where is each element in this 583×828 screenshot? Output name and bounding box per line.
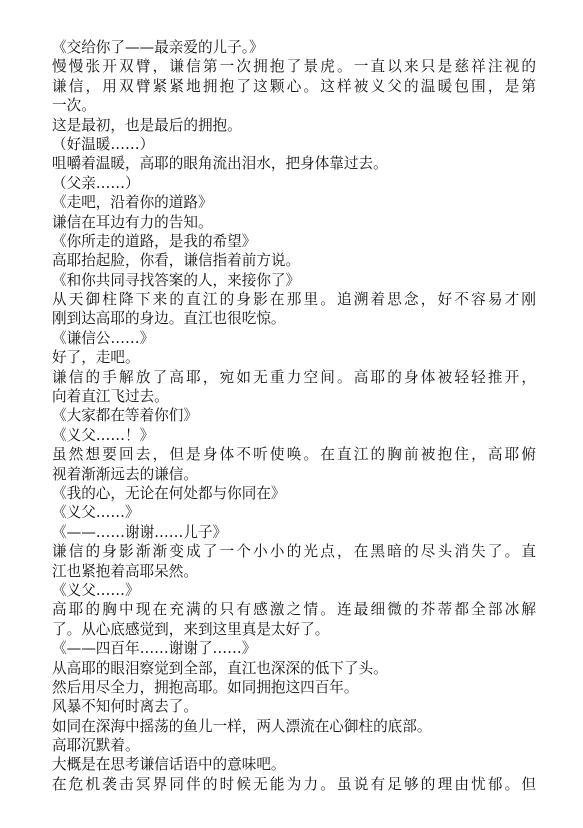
text-line: 然后用尽全力，拥抱高耶。如同拥抱这四百年。	[52, 678, 359, 696]
text-line: 《——……谢谢……儿子》	[52, 523, 228, 541]
text-line: 虽然想要回去，但是身体不听使唤。在直江的胸前被抱住，高耶俯	[52, 446, 536, 464]
text-line: 一次。	[52, 97, 96, 115]
text-line: 从天御柱降下来的直江的身影在那里。追溯着思念，好不容易才刚	[52, 291, 536, 309]
text-line: 高耶抬起脸，你看，谦信指着前方说。	[52, 252, 301, 270]
text-line: 了。从心底感觉到，来到这里真是太好了。	[52, 620, 330, 638]
text-line: 向着直江飞过去。	[52, 388, 169, 406]
text-line: （父亲……）	[52, 174, 140, 192]
text-line: 谦信的身影渐渐变成了一个小小的光点，在黑暗的尽头消失了。直	[52, 543, 536, 561]
text-line: 《义父……》	[52, 504, 140, 522]
text-line: 在危机袭击冥界同伴的时候无能为力。虽说有足够的理由忧郁。但	[52, 775, 536, 793]
text-line: 《义父……》	[52, 581, 140, 599]
text-line: 咀嚼着温暖，高耶的眼角流出泪水，把身体靠过去。	[52, 155, 388, 173]
text-line: 谦信，用双臂紧紧地拥抱了这颗心。这样被义父的温暖包围，是第	[52, 77, 536, 95]
text-line: 风暴不知何时离去了。	[52, 698, 198, 716]
text-line: 《走吧，沿着你的道路》	[52, 194, 213, 212]
text-line: 如同在深海中摇荡的鱼儿一样，两人漂流在心御柱的底部。	[52, 717, 432, 735]
text-line: 《和你共同寻找答案的人，来接你了》	[52, 271, 301, 289]
text-line: 刚到达高耶的身边。直江也很吃惊。	[52, 310, 286, 328]
text-line: 大概是在思考谦信话语中的意味吧。	[52, 756, 286, 774]
text-line: 视着渐渐远去的谦信。	[52, 465, 198, 483]
text-line: 《义父……！》	[52, 426, 155, 444]
text-line: 高耶沉默着。	[52, 737, 140, 755]
text-line: 《大家都在等着你们》	[52, 407, 198, 425]
text-line: 《谦信公……》	[52, 329, 155, 347]
text-line: 《交给你了——最亲爱的儿子。》	[52, 39, 264, 56]
text-line: 《——四百年……谢谢了……》	[52, 640, 257, 658]
text-line: 谦信在耳边有力的告知。	[52, 213, 213, 231]
text-line: 好了，走吧。	[52, 349, 140, 367]
text-line: 这是最初，也是最后的拥抱。	[52, 116, 242, 134]
text-line: 从高耶的眼泪察觉到全部，直江也深深的低下了头。	[52, 659, 388, 677]
text-line: 江也紧抱着高耶呆然。	[52, 562, 198, 580]
text-line: 慢慢张开双臂，谦信第一次拥抱了景虎。一直以来只是慈祥注视的	[52, 58, 536, 76]
text-line: 谦信的手解放了高耶，宛如无重力空间。高耶的身体被轻轻推开，	[52, 368, 536, 386]
text-line: 高耶的胸中现在充满的只有感激之情。连最细微的芥蒂都全部冰解	[52, 601, 536, 619]
text-line: 《你所走的道路，是我的希望》	[52, 232, 257, 250]
text-line: （好温暖……）	[52, 135, 155, 153]
text-line: 《我的心，无论在何处都与你同在》	[52, 484, 286, 502]
document-body	[52, 38, 536, 794]
